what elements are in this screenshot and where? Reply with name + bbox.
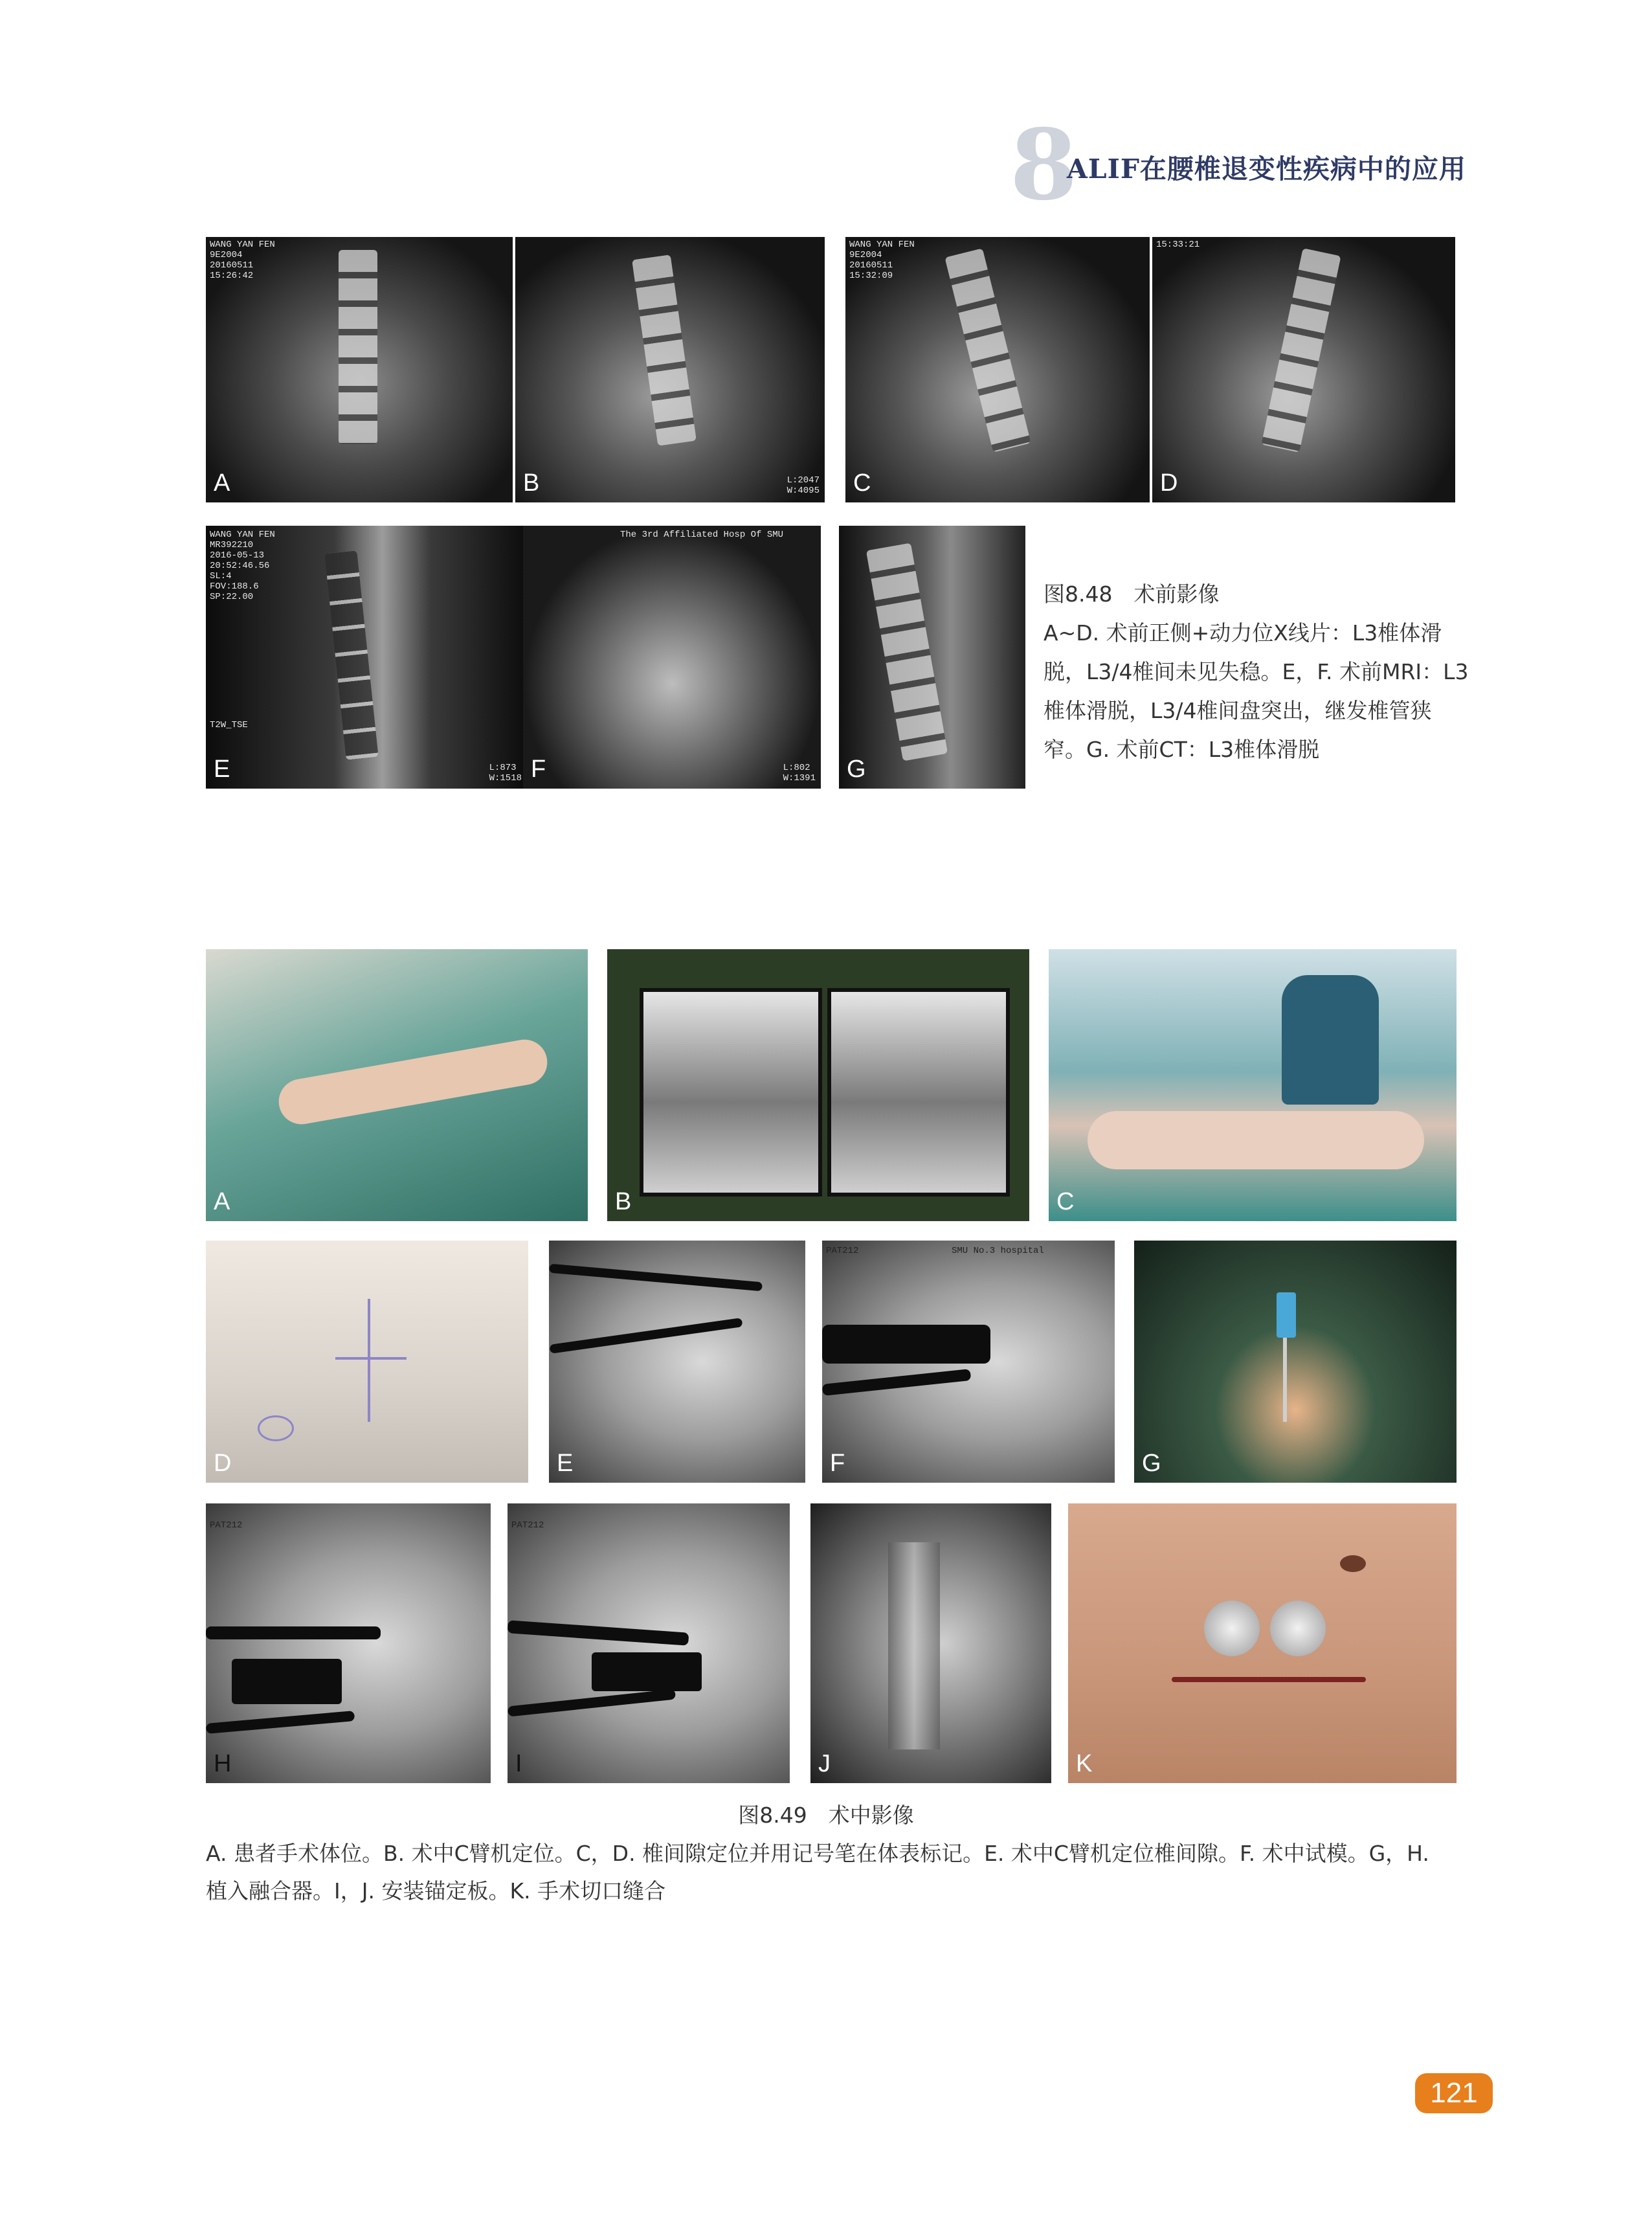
panel-label: G (1142, 1450, 1161, 1477)
panel-label: C (853, 469, 871, 497)
chapter-title: ALIF在腰椎退变性疾病中的应用 (1067, 153, 1466, 185)
figure-49-caption-body: A. 患者手术体位。B. 术中C臂机定位。C，D. 椎间隙定位并用记号笔在体表标记。E. 术中C臂机定位椎间隙。F. 术中试模。G，H. 植入融合器。I，J. 安装锚定板。K. 手术切口缝合 (206, 1841, 1429, 1904)
panel-label: I (515, 1750, 522, 1777)
page-number: 121 (1415, 2073, 1493, 2113)
fig49-panel-g (1134, 1241, 1457, 1483)
fig49-panel-i: PAT212 I (508, 1503, 790, 1783)
fig49-panel-j (810, 1503, 1051, 1783)
panel-label: J (818, 1750, 831, 1777)
fig49-panel-d (206, 1241, 528, 1483)
panel-label: B (523, 469, 540, 497)
figure-49-title: 图8.49 术中影像 (738, 1803, 914, 1828)
fig49-panel-f: PAT212 SMU No.3 hospital F (822, 1241, 1115, 1483)
panel-label: A (214, 1188, 230, 1215)
panel-label: F (830, 1450, 845, 1477)
fig49-panel-k (1068, 1503, 1457, 1783)
fig48-panel-a: WANG YAN FEN 9E2004 20160511 15:26:42 A (206, 237, 513, 502)
fig48-panel-d: 15:33:21 D (1152, 237, 1455, 502)
panel-label: B (615, 1188, 632, 1215)
panel-label: C (1056, 1188, 1075, 1215)
panel-label: D (1160, 469, 1178, 497)
chapter-number: 8 (1010, 108, 1078, 222)
fig49-panel-c (1049, 949, 1457, 1221)
figure-48-title: 图8.48 术前影像 (1044, 581, 1220, 607)
fig49-panel-a (206, 949, 588, 1221)
figure-48-caption (1044, 575, 1471, 769)
fig49-panel-e (549, 1241, 805, 1483)
fig49-panel-h: PAT212 H (206, 1503, 491, 1783)
panel-label: D (214, 1450, 232, 1477)
panel-label: E (214, 756, 230, 783)
panel-label: G (847, 756, 866, 783)
fig48-panel-b: L:2047 W:4095 B (515, 237, 825, 502)
fig48-panel-e: WANG YAN FEN MR392210 2016-05-13 20:52:46.56 SL:4 FOV:188.6 SP:22.00 T2W_TSE L:873 W:1518 E (206, 526, 527, 789)
panel-label: A (214, 469, 230, 497)
fig48-panel-f: The 3rd Affiliated Hosp Of SMU L:802 W:1391 F (523, 526, 821, 789)
panel-label: K (1076, 1750, 1093, 1777)
fig48-panel-g (839, 526, 1025, 789)
panel-label: H (214, 1750, 232, 1777)
fig49-panel-b (607, 949, 1029, 1221)
fig48-panel-c: WANG YAN FEN 9E2004 20160511 15:32:09 C (845, 237, 1150, 502)
panel-label: E (557, 1450, 574, 1477)
panel-label: F (531, 756, 546, 783)
figure-48-caption-body: A~D. 术前正侧+动力位X线片：L3椎体滑脱，L3/4椎间未见失稳。E，F. 术前MRI：L3椎体滑脱，L3/4椎间盘突出，继发椎管狭窄。G. 术前CT：L3椎体滑脱 (1044, 620, 1469, 762)
